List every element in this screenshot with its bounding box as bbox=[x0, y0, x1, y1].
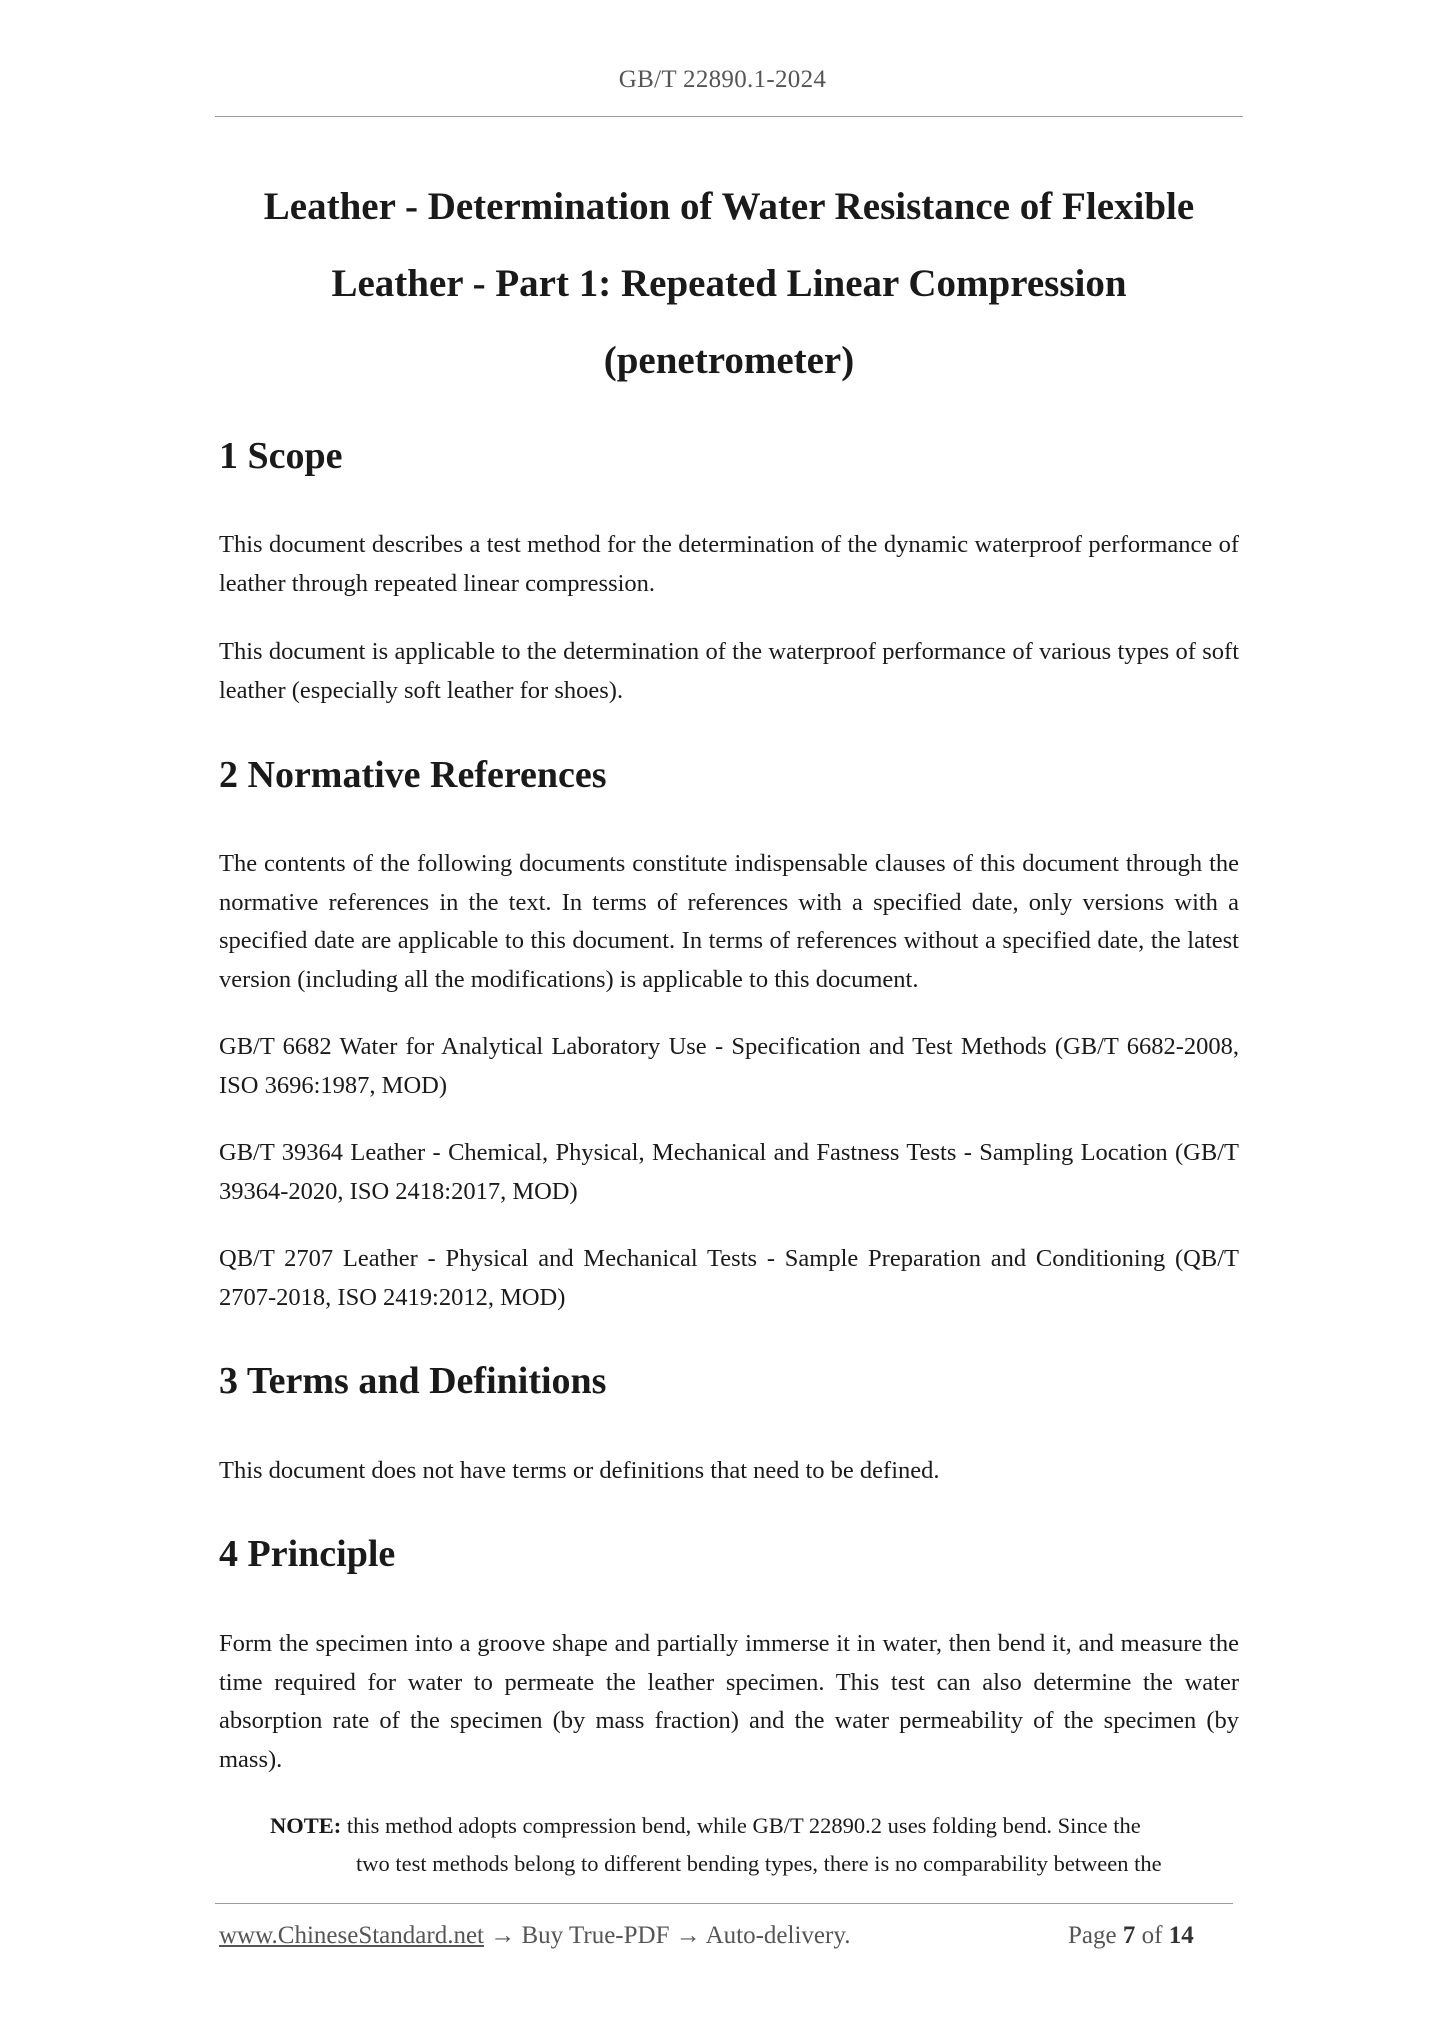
note-text-1: this method adopts compression bend, while GB/T 22890.2 uses folding bend. Since the bbox=[346, 1813, 1141, 1838]
page-word: Page bbox=[1068, 1922, 1117, 1949]
footer-promo bbox=[219, 1922, 850, 1950]
principle-text: Form the specimen into a groove shape and partially immerse it in water, then bend it, and measure the time required for water to permeate the leather specimen. This test can also determine the water absorption rate of the specimen (by mass fraction) and the water permeability of the specimen (by mass). bbox=[219, 1630, 1239, 1773]
normative-heading: 2 Normative References bbox=[219, 754, 607, 796]
note-line-2 bbox=[270, 1845, 1239, 1883]
note-label: NOTE: bbox=[270, 1813, 342, 1838]
reference-qbt-2707 bbox=[219, 1240, 1239, 1317]
buy-pdf-text: Buy True-PDF bbox=[521, 1922, 670, 1949]
reference-text-1: GB/T 6682 Water for Analytical Laboratory Use - Specification and Test Methods (GB/T 6682-2008, ISO 3696:1987, MOD) bbox=[219, 1033, 1239, 1099]
current-page: 7 bbox=[1122, 1922, 1136, 1949]
principle-note bbox=[270, 1807, 1239, 1883]
scope-text-2: This document is applicable to the determination of the waterproof performance of various types of soft leather (especially soft leather for shoes). bbox=[219, 638, 1239, 704]
page-number bbox=[1068, 1922, 1194, 1950]
normative-paragraph bbox=[219, 845, 1239, 999]
title-line-2: Leather - Part 1: Repeated Linear Compression bbox=[331, 262, 1127, 305]
principle-heading-block bbox=[219, 1531, 1239, 1577]
reference-text-2: GB/T 39364 Leather - Chemical, Physical, Mechanical and Fastness Tests - Sampling Location (GB/T 39364-2020, ISO 2418:2017, MOD) bbox=[219, 1139, 1239, 1205]
scope-heading: 1 Scope bbox=[219, 435, 343, 477]
scope-heading-block bbox=[219, 433, 1239, 479]
note-line-1 bbox=[270, 1807, 1239, 1845]
scope-paragraph-1 bbox=[219, 526, 1239, 603]
scope-text-1: This document describes a test method for the determination of the dynamic waterproof performance of leather through repeated linear compression. bbox=[219, 531, 1239, 597]
principle-heading: 4 Principle bbox=[219, 1533, 396, 1575]
auto-delivery-text: Auto-delivery. bbox=[705, 1922, 851, 1949]
normative-text: The contents of the following documents constitute indispensable clauses of this document through the normative references in the text. In terms of references with a specified date, only versions with a specified date are applicable to this document. In terms of references without a specified date, the latest version (including all the modifications) is applicable to this document. bbox=[219, 850, 1239, 993]
reference-gbt-39364 bbox=[219, 1134, 1239, 1211]
title-line-1: Leather - Determination of Water Resistance of Flexible bbox=[263, 185, 1195, 228]
site-link[interactable]: www.ChineseStandard.net bbox=[219, 1922, 484, 1949]
scope-paragraph-2 bbox=[219, 633, 1239, 710]
terms-text: This document does not have terms or definitions that need to be defined. bbox=[219, 1457, 940, 1484]
normative-heading-block bbox=[219, 752, 1239, 798]
reference-text-3: QB/T 2707 Leather - Physical and Mechanical Tests - Sample Preparation and Conditioning (QB/T 2707-2018, ISO 2419:2012, MOD) bbox=[219, 1245, 1239, 1311]
terms-heading-block bbox=[219, 1358, 1239, 1404]
arrow-right-icon: → bbox=[675, 1922, 701, 1949]
document-title bbox=[215, 168, 1243, 399]
header-divider bbox=[215, 116, 1243, 117]
of-word: of bbox=[1141, 1922, 1163, 1949]
arrow-right-icon: → bbox=[490, 1922, 516, 1949]
terms-paragraph bbox=[219, 1452, 1239, 1491]
total-pages: 14 bbox=[1168, 1922, 1194, 1949]
terms-heading: 3 Terms and Definitions bbox=[219, 1360, 607, 1402]
title-line-3: (penetrometer) bbox=[603, 339, 855, 382]
note-text-2: two test methods belong to different bending types, there is no comparability between the bbox=[356, 1851, 1162, 1876]
standard-code-header: GB/T 22890.1-2024 bbox=[618, 66, 827, 93]
principle-paragraph bbox=[219, 1625, 1239, 1779]
footer-divider bbox=[215, 1903, 1233, 1904]
reference-gbt-6682 bbox=[219, 1028, 1239, 1105]
